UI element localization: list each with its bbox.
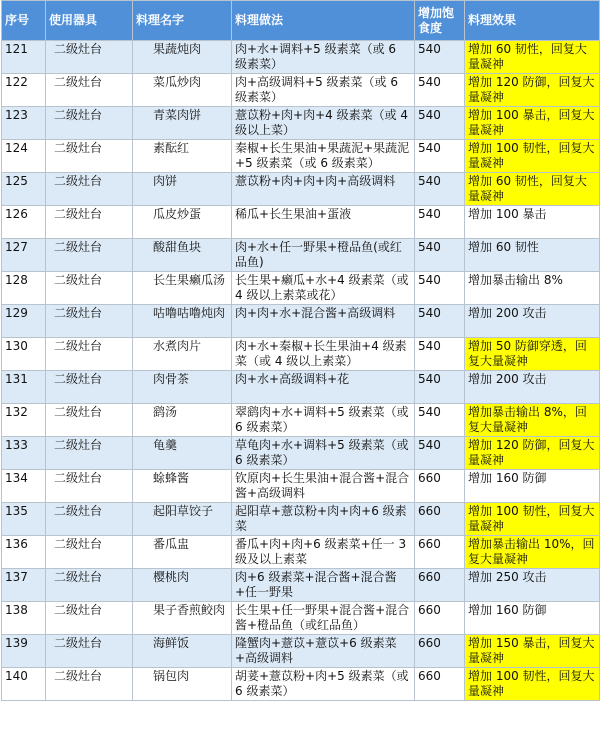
cell-tool: 二级灶台 [46,41,133,74]
header-effect: 料理效果 [465,1,600,41]
cell-tool: 二级灶台 [46,239,133,272]
cell-no: 129 [2,305,46,338]
cell-recipe: 肉+肉+水+混合酱+高级调料 [232,305,415,338]
cell-effect: 增加 160 防御 [465,470,600,503]
cell-effect: 增加 200 攻击 [465,371,600,404]
cell-effect: 增加 100 韧性，回复大量凝神 [465,503,600,536]
cell-satiety: 540 [415,437,465,470]
cell-no: 132 [2,404,46,437]
table-row [2,437,600,470]
cell-satiety: 660 [415,569,465,602]
cell-name: 龟羹 [133,437,232,470]
cell-name: 樱桃肉 [133,569,232,602]
cell-effect: 增加 200 攻击 [465,305,600,338]
cell-satiety: 660 [415,536,465,569]
table-row [2,503,600,536]
cell-effect: 增加 60 韧性，回复大量凝神 [465,173,600,206]
cell-recipe: 肉+水+高级调料+花 [232,371,415,404]
table-row [2,107,600,140]
cell-effect: 增加 120 防御，回复大量凝神 [465,437,600,470]
table-row [2,305,600,338]
cell-tool: 二级灶台 [46,437,133,470]
table-row [2,140,600,173]
cell-no: 136 [2,536,46,569]
cell-name: 水煮肉片 [133,338,232,371]
cell-no: 140 [2,668,46,701]
table-header [2,1,600,41]
cell-no: 126 [2,206,46,239]
cell-effect: 增加暴击输出 10%，回复大量凝神 [465,536,600,569]
cell-name: 咕噜咕噜炖肉 [133,305,232,338]
cell-satiety: 540 [415,140,465,173]
cell-satiety: 540 [415,305,465,338]
cell-recipe: 薏苡粉+肉+肉+肉+高级调料 [232,173,415,206]
cell-name: 素酝红 [133,140,232,173]
table-row [2,272,600,305]
table-row [2,173,600,206]
cell-recipe: 肉+水+调料+5 级素菜（或 6 级素菜） [232,41,415,74]
cell-no: 127 [2,239,46,272]
cell-no: 139 [2,635,46,668]
cell-no: 131 [2,371,46,404]
cell-satiety: 660 [415,503,465,536]
cell-no: 134 [2,470,46,503]
table-row [2,206,600,239]
cell-no: 138 [2,602,46,635]
recipe-table [1,0,600,701]
cell-satiety: 660 [415,635,465,668]
cell-recipe: 胡荽+薏苡粉+肉+5 级素菜（或 6 级素菜） [232,668,415,701]
cell-satiety: 660 [415,470,465,503]
cell-name: 菜瓜炒肉 [133,74,232,107]
cell-tool: 二级灶台 [46,536,133,569]
cell-tool: 二级灶台 [46,173,133,206]
cell-no: 123 [2,107,46,140]
cell-tool: 二级灶台 [46,74,133,107]
cell-name: 果子香煎鲛肉 [133,602,232,635]
cell-tool: 二级灶台 [46,305,133,338]
cell-name: 海鲜饭 [133,635,232,668]
cell-tool: 二级灶台 [46,140,133,173]
cell-no: 122 [2,74,46,107]
cell-tool: 二级灶台 [46,602,133,635]
cell-name: 鹞汤 [133,404,232,437]
cell-tool: 二级灶台 [46,206,133,239]
cell-recipe: 钦原肉+长生果油+混合酱+混合酱+高级调料 [232,470,415,503]
cell-name: 果蔬炖肉 [133,41,232,74]
cell-effect: 增加 60 韧性 [465,239,600,272]
table-row [2,635,600,668]
table-row [2,536,600,569]
cell-tool: 二级灶台 [46,107,133,140]
cell-recipe: 隆蟹肉+薏苡+薏苡+6 级素菜+高级调料 [232,635,415,668]
table-body [2,41,600,701]
cell-effect: 增加 50 防御穿透，回复大量凝神 [465,338,600,371]
cell-recipe: 稀瓜+长生果油+蛋液 [232,206,415,239]
cell-tool: 二级灶台 [46,668,133,701]
cell-recipe: 肉+高级调料+5 级素菜（或 6 级素菜） [232,74,415,107]
cell-effect: 增加 120 防御，回复大量凝神 [465,74,600,107]
cell-tool: 二级灶台 [46,404,133,437]
cell-tool: 二级灶台 [46,635,133,668]
cell-satiety: 540 [415,173,465,206]
cell-name: 锅包肉 [133,668,232,701]
table-row [2,668,600,701]
cell-tool: 二级灶台 [46,569,133,602]
cell-name: 青菜肉饼 [133,107,232,140]
cell-effect: 增加暴击输出 8% [465,272,600,305]
cell-effect: 增加 100 韧性，回复大量凝神 [465,140,600,173]
cell-satiety: 540 [415,74,465,107]
cell-satiety: 540 [415,371,465,404]
header-satiety: 增加饱食度 [415,1,465,41]
cell-recipe: 草龟肉+水+调料+5 级素菜（或 6 级素菜） [232,437,415,470]
table-row [2,239,600,272]
cell-satiety: 540 [415,206,465,239]
table-row [2,74,600,107]
cell-recipe: 秦椒+长生果油+果蔬泥+果蔬泥+5 级素菜（或 6 级素菜） [232,140,415,173]
cell-effect: 增加 100 暴击 [465,206,600,239]
cell-tool: 二级灶台 [46,338,133,371]
cell-effect: 增加 250 攻击 [465,569,600,602]
table-row [2,338,600,371]
cell-no: 133 [2,437,46,470]
header-tool: 使用器具 [46,1,133,41]
cell-name: 瓜皮炒蛋 [133,206,232,239]
cell-satiety: 540 [415,239,465,272]
cell-recipe: 薏苡粉+肉+肉+4 级素菜（或 4 级以上菜） [232,107,415,140]
cell-effect: 增加 100 韧性，回复大量凝神 [465,668,600,701]
cell-name: 酸甜鱼块 [133,239,232,272]
cell-effect: 增加 160 防御 [465,602,600,635]
cell-no: 135 [2,503,46,536]
cell-recipe: 翠鹞肉+水+调料+5 级素菜（或 6 级素菜） [232,404,415,437]
cell-no: 125 [2,173,46,206]
cell-recipe: 起阳草+薏苡粉+肉+肉+6 级素菜 [232,503,415,536]
cell-tool: 二级灶台 [46,503,133,536]
cell-tool: 二级灶台 [46,371,133,404]
cell-effect: 增加 100 暴击，回复大量凝神 [465,107,600,140]
cell-satiety: 660 [415,668,465,701]
cell-satiety: 540 [415,272,465,305]
table-row [2,602,600,635]
cell-no: 137 [2,569,46,602]
cell-no: 130 [2,338,46,371]
cell-no: 124 [2,140,46,173]
cell-name: 肉饼 [133,173,232,206]
table-row [2,470,600,503]
header-recipe: 料理做法 [232,1,415,41]
cell-recipe: 肉+水+秦椒+长生果油+4 级素菜（或 4 级以上素菜） [232,338,415,371]
table-row [2,404,600,437]
cell-recipe: 肉+水+任一野果+橙品鱼(或红品鱼) [232,239,415,272]
cell-tool: 二级灶台 [46,272,133,305]
cell-no: 121 [2,41,46,74]
cell-no: 128 [2,272,46,305]
header-name: 料理名字 [133,1,232,41]
cell-recipe: 长生果+任一野果+混合酱+混合酱+橙品鱼（或红品鱼） [232,602,415,635]
table-row [2,41,600,74]
cell-satiety: 540 [415,41,465,74]
cell-name: 肉骨茶 [133,371,232,404]
cell-satiety: 540 [415,338,465,371]
cell-name: 长生果癞瓜汤 [133,272,232,305]
cell-recipe: 肉+6 级素菜+混合酱+混合酱+任一野果 [232,569,415,602]
cell-effect: 增加 60 韧性，回复大量凝神 [465,41,600,74]
cell-name: 番瓜盅 [133,536,232,569]
table-row [2,371,600,404]
cell-recipe: 长生果+癞瓜+水+4 级素菜（或 4 级以上素菜或花） [232,272,415,305]
cell-recipe: 番瓜+肉+肉+6 级素菜+任一 3 级及以上素菜 [232,536,415,569]
cell-name: 起阳草饺子 [133,503,232,536]
cell-tool: 二级灶台 [46,470,133,503]
cell-satiety: 540 [415,107,465,140]
header-no: 序号 [2,1,46,41]
cell-name: 蜍蜂酱 [133,470,232,503]
cell-satiety: 660 [415,602,465,635]
cell-satiety: 540 [415,404,465,437]
table-row [2,569,600,602]
cell-effect: 增加 150 暴击，回复大量凝神 [465,635,600,668]
cell-effect: 增加暴击输出 8%，回复大量凝神 [465,404,600,437]
